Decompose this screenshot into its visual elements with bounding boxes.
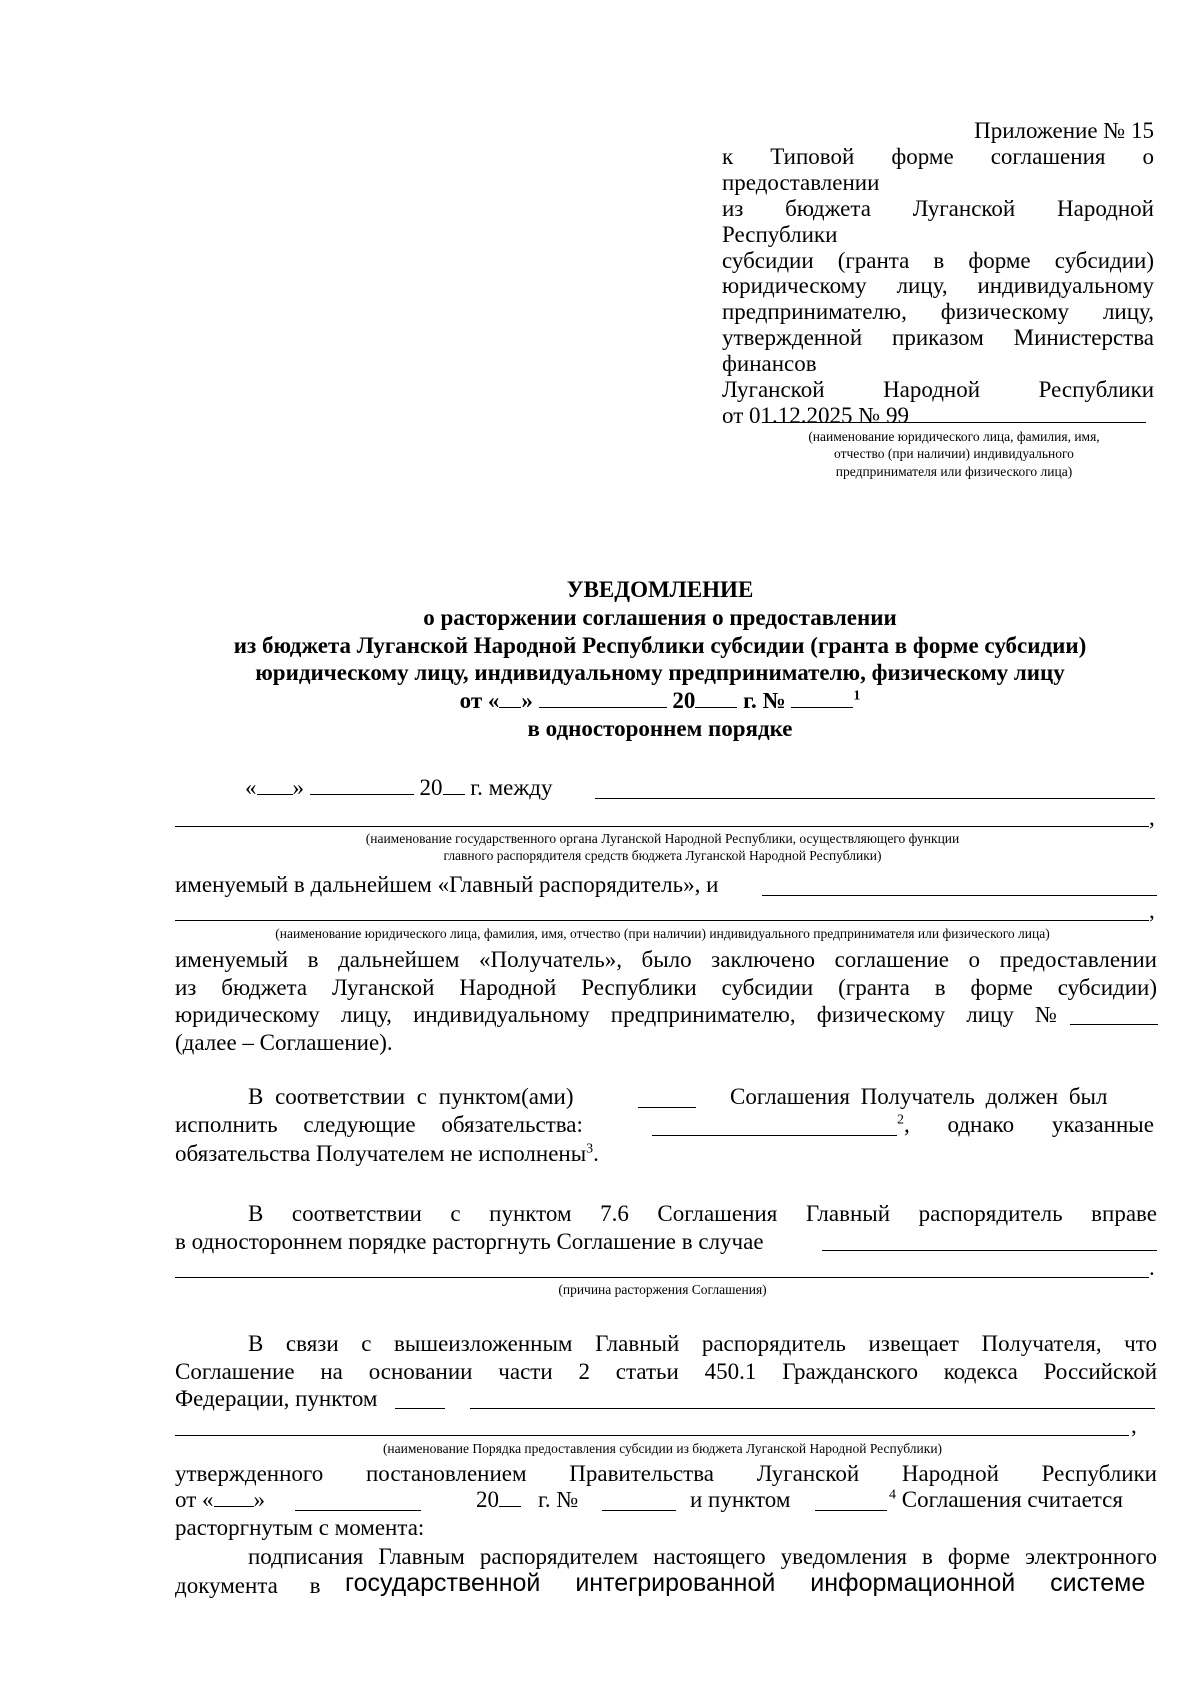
text-line: В связи с вышеизложенным Главный распорядитель извещает Получателя, что: [248, 1331, 1157, 1356]
blank-gov-body[interactable]: [175, 826, 1149, 827]
reason-caption: [175, 1281, 1150, 1298]
p6-line2-a: документа в: [175, 1573, 321, 1598]
paragraph-termination: [175, 1330, 1157, 1413]
footnote-ref[interactable]: 2: [897, 1112, 904, 1128]
comma: ,: [1149, 898, 1155, 923]
caption-line: (наименование Порядка предоставления субсидии из бюджета Луганской Народной Республики): [382, 1441, 943, 1456]
blank-day[interactable]: [257, 776, 293, 795]
caption-line: (причина расторжения Соглашения): [558, 1282, 767, 1297]
text-line: Федерации, пунктом: [175, 1386, 378, 1412]
appendix-line: утвержденной приказом Министерства финансов: [722, 325, 1154, 377]
caption-line: предпринимателя или физического лица): [835, 463, 1073, 479]
paragraph-approved: [175, 1460, 1157, 1488]
p2-line2-a: исполнить следующие обязательства:: [175, 1112, 583, 1137]
text-line: В соответствии с пунктом 7.6 Соглашения Главный распорядитель вправе: [248, 1201, 1157, 1226]
recipient-name-line: [762, 422, 1146, 423]
blank-number[interactable]: [791, 689, 853, 708]
comma: ,: [1131, 1413, 1137, 1438]
blank-recipient-name[interactable]: [175, 920, 1149, 921]
blank-year[interactable]: [443, 776, 465, 795]
notice-title: [150, 576, 1170, 743]
p5-tail: $^4$ Соглашения считается: [889, 1487, 1123, 1512]
text-line: утвержденного постановлением Правительства Луганской Народной Республики: [175, 1461, 1157, 1486]
comma: ,: [1149, 805, 1155, 830]
blank-between-party[interactable]: [595, 798, 1155, 799]
period: .: [1149, 1255, 1155, 1280]
date-between-line: « » 20 г. между: [245, 775, 553, 800]
title-line: о расторжении соглашения о предоставлении: [423, 604, 897, 630]
p5-line2: от « »: [175, 1487, 265, 1512]
appendix-number: Приложение № 15: [974, 118, 1154, 143]
blank-agreement-number[interactable]: [1070, 1024, 1158, 1025]
blank-year[interactable]: [499, 1488, 521, 1507]
p5-and-point: и пунктом: [690, 1487, 791, 1512]
blank-obligations[interactable]: [652, 1135, 897, 1136]
text-line: подписания Главным распорядителем настоящего уведомления в форме электронного: [248, 1544, 1157, 1569]
blank-agreement-point[interactable]: [815, 1510, 887, 1511]
blank-day[interactable]: [214, 1488, 254, 1507]
p5-g-no: г. №: [538, 1487, 579, 1512]
appendix-line: предпринимателю, физическому лицу,: [722, 299, 1154, 325]
title-line: в одностороннем порядке: [527, 715, 793, 741]
blank-order-name-2[interactable]: [175, 1435, 1129, 1436]
footnote-ref[interactable]: 1: [853, 688, 861, 704]
blank-month[interactable]: [295, 1510, 421, 1511]
p2-line2-b: $^2$, однако указанные: [897, 1112, 1154, 1137]
blank-day[interactable]: [499, 689, 521, 708]
blank-case[interactable]: [822, 1250, 1157, 1251]
blank-order-name[interactable]: [470, 1408, 1155, 1409]
caption-line: отчество (при наличии) индивидуального: [834, 446, 1074, 462]
p6-line2-b: государственной интегрированной информационной системе: [345, 1569, 1146, 1597]
p2-line1-b: Соглашения Получатель должен был: [730, 1084, 1108, 1109]
blank-reason[interactable]: [175, 1277, 1149, 1278]
p2-line1-a: В соответствии с пунктом(ами): [248, 1084, 574, 1109]
order-caption: [175, 1440, 1150, 1457]
text-line: Соглашение на основании части 2 статьи 450.1 Гражданского кодекса Российской: [175, 1358, 1157, 1384]
caption-line: (наименование юридического лица, фамилия, имя, отчество (при наличии) индивидуального предпринимателя или физического лица): [275, 926, 1050, 941]
p5-line3: расторгнутым с момента:: [175, 1515, 425, 1540]
caption-line: (наименование юридического лица, фамилия, имя,: [808, 429, 1100, 444]
p2-line3: обязательства Получателем не исполнены$^3$.: [175, 1141, 599, 1166]
blank-month[interactable]: [539, 689, 667, 708]
blank-point[interactable]: [395, 1408, 445, 1409]
title-line: из бюджета Луганской Народной Республики субсидии (гранта в форме субсидии): [233, 632, 1087, 658]
text-line: юридическому лицу, индивидуальному предпринимателю, физическому лицу №: [175, 1002, 1057, 1028]
appendix-order-date: от 01.12.2025 № 99: [722, 402, 909, 428]
text-line: в одностороннем порядке расторгнуть Соглашение в случае: [175, 1228, 764, 1254]
appendix-line: Луганской Народной Республики: [722, 377, 1154, 403]
paragraph-agreement: [175, 946, 1157, 1056]
appendix-line: юридическому лицу, индивидуальному: [722, 273, 1154, 299]
caption-line: главного распорядителя средств бюджета Луганской Народной Республики): [443, 848, 882, 864]
blank-year[interactable]: [695, 689, 737, 708]
named-main-line: именуемый в дальнейшем «Главный распорядитель», и: [175, 872, 719, 897]
appendix-line: к Типовой форме соглашения о предоставлении: [722, 143, 1154, 195]
blank-month[interactable]: [310, 776, 414, 795]
appendix-line: субсидии (гранта в форме субсидии): [722, 247, 1154, 273]
blank-points[interactable]: [638, 1107, 696, 1108]
p5-year: 20: [476, 1488, 521, 1511]
text-line: именуемый в дальнейшем «Получатель», было заключено соглашение о предоставлении: [175, 947, 1157, 972]
paragraph-unilateral: [175, 1200, 1157, 1255]
title-line: юридическому лицу, индивидуальному предпринимателю, физическому лицу: [255, 660, 1065, 686]
text-line: (далее – Соглашение).: [175, 1029, 393, 1055]
appendix-line: из бюджета Луганской Народной Республики: [722, 195, 1154, 247]
gov-body-caption: [175, 830, 1150, 865]
paragraph-moment: [175, 1543, 1157, 1571]
footnote-ref[interactable]: 4: [889, 1487, 896, 1503]
appendix-header: [722, 118, 1154, 429]
recipient-name-caption: [175, 925, 1150, 942]
title-date-line: от « » 20 г. № $^1$: [459, 688, 861, 714]
text-line: из бюджета Луганской Народной Республики субсидии (гранта в форме субсидии): [175, 974, 1157, 1000]
title-heading: УВЕДОМЛЕНИЕ: [566, 577, 754, 602]
caption-line: (наименование государственного органа Луганской Народной Республики, осуществляющего функции: [365, 831, 960, 846]
blank-recipient-party[interactable]: [762, 895, 1157, 896]
blank-resolution-number[interactable]: [602, 1510, 676, 1511]
footnote-ref[interactable]: 3: [586, 1141, 594, 1157]
recipient-caption: [762, 428, 1146, 480]
